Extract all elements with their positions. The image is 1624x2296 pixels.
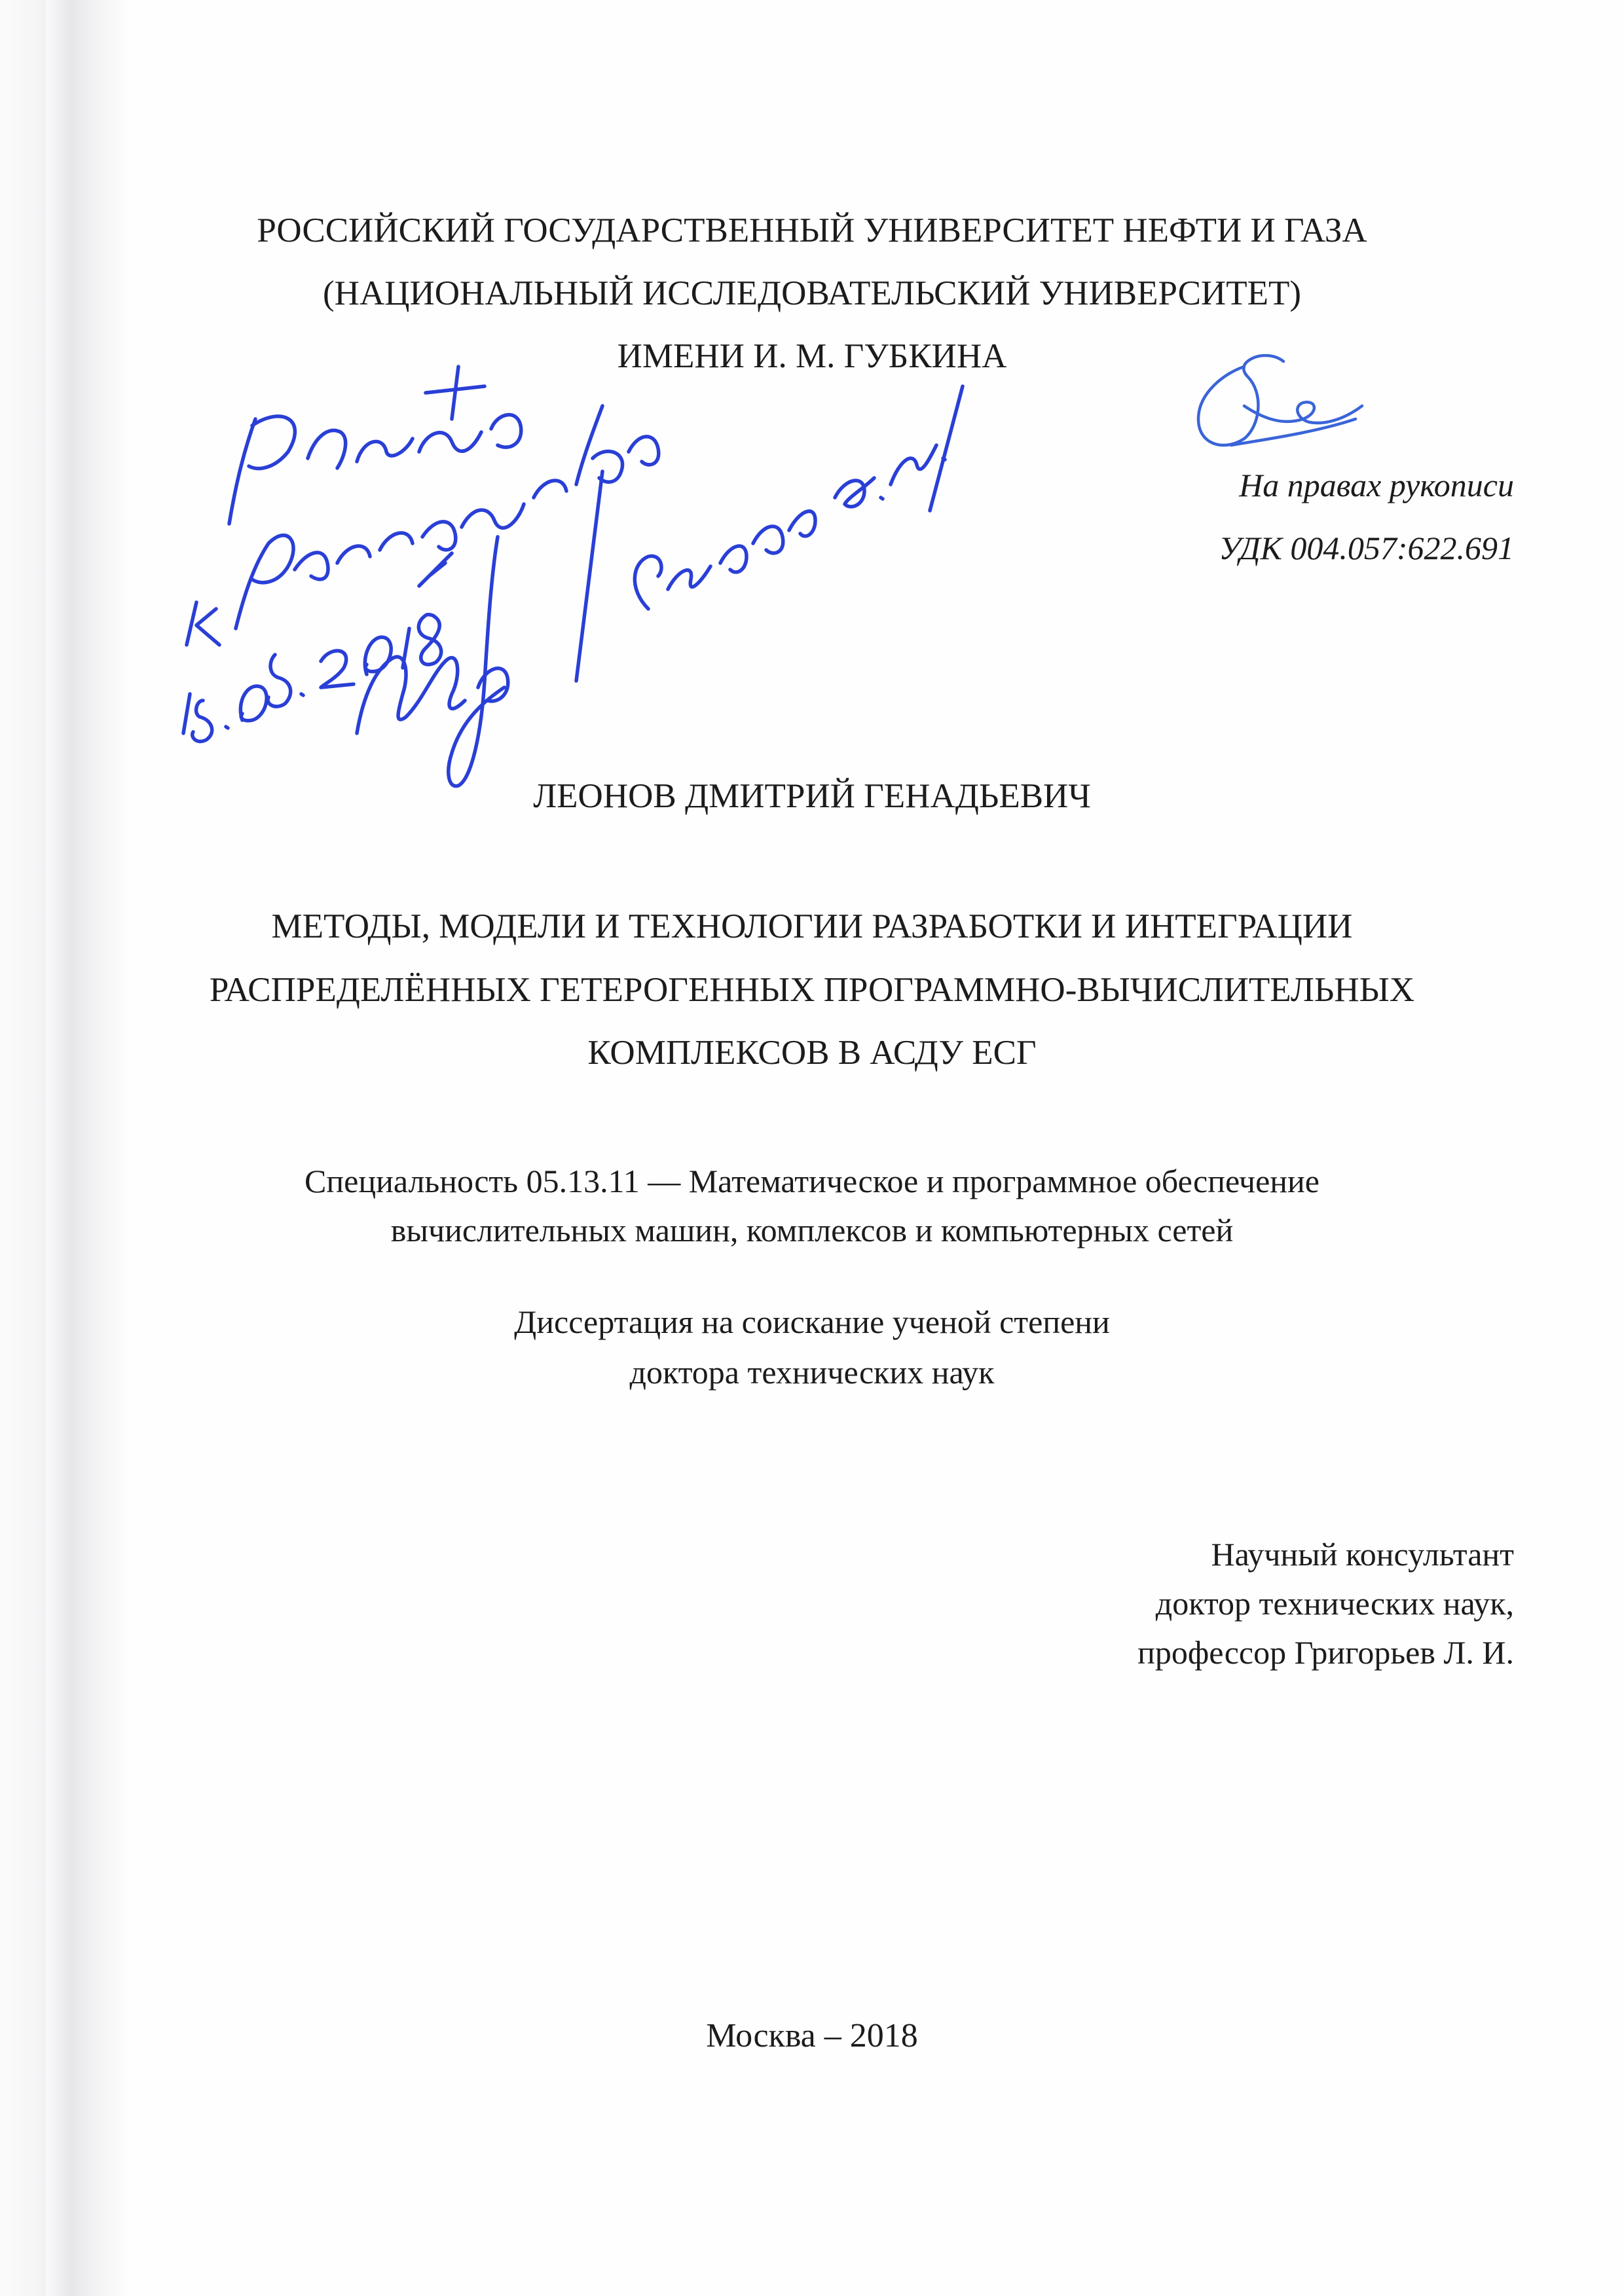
udk-code: УДК 004.057:622.691 [1219, 530, 1514, 566]
consultant-degree: доктор технических наук, [1155, 1585, 1514, 1622]
manuscript-rights-label: На правах рукописи [1239, 467, 1514, 503]
handwritten-review-note [187, 406, 659, 645]
handwritten-signature-name [635, 386, 963, 609]
handwritten-accepted-note [229, 367, 521, 524]
dissertation-title-line-2: РАСПРЕДЕЛЁННЫХ ГЕТЕРОГЕННЫХ ПРОГРАММНО-ВЫЧИСЛИТЕЛЬНЫХ [209, 971, 1415, 1009]
degree-line-2: доктора технических наук [629, 1354, 995, 1391]
handwritten-signature-left [357, 471, 602, 786]
handwritten-date [183, 553, 452, 742]
specialty-line-2: вычислительных машин, комплексов и компьютерных сетей [390, 1212, 1234, 1248]
university-name-line-1: РОССИЙСКИЙ ГОСУДАРСТВЕННЫЙ УНИВЕРСИТЕТ НЕФТИ И ГАЗА [257, 211, 1367, 249]
dissertation-title-line-3: КОМПЛЕКСОВ В АСДУ ЕСГ [587, 1034, 1037, 1072]
consultant-name: профессор Григорьев Л. И. [1137, 1634, 1514, 1671]
specialty-line-1: Специальность 05.13.11 — Математическое и программное обеспечение [304, 1163, 1320, 1199]
author-name: ЛЕОНОВ ДМИТРИЙ ГЕНАДЬЕВИЧ [533, 777, 1091, 815]
degree-line-1: Диссертация на соискание ученой степени [514, 1303, 1110, 1340]
city-year: Москва – 2018 [706, 2017, 918, 2054]
university-name-line-2: (НАЦИОНАЛЬНЫЙ ИССЛЕДОВАТЕЛЬСКИЙ УНИВЕРСИТЕТ) [323, 274, 1301, 312]
consultant-label: Научный консультант [1211, 1536, 1514, 1573]
university-name-line-3: ИМЕНИ И. М. ГУБКИНА [617, 337, 1007, 375]
dissertation-title-line-1: МЕТОДЫ, МОДЕЛИ И ТЕХНОЛОГИИ РАЗРАБОТКИ И ИНТЕГРАЦИИ [271, 907, 1353, 945]
